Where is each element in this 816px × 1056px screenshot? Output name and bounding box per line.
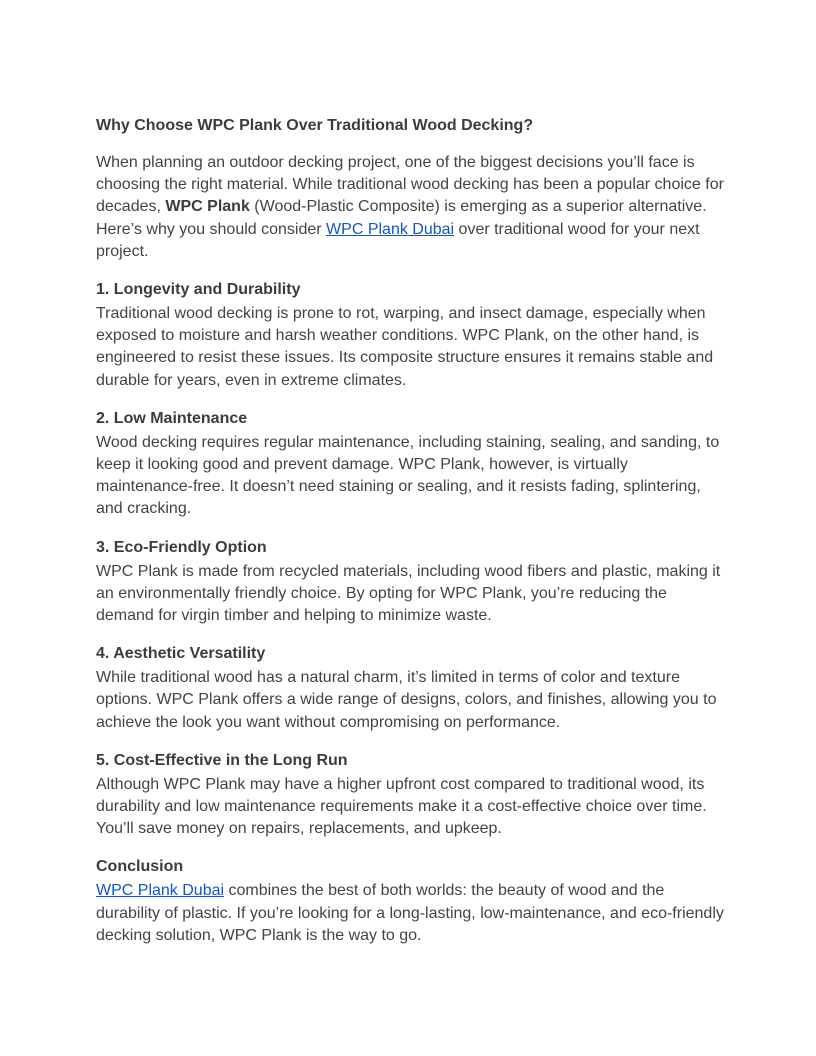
conclusion-text: combines the best of both worlds: the beauty of wood and the durability of plastic. If you’re looking for a long-lasting, low-maintenance, and eco-friendly decking solution, WPC Plank is the way to go.	[96, 882, 724, 944]
section-heading: 4. Aesthetic Versatility	[96, 645, 266, 663]
intro-text-1: When planning an outdoor decking project, one of the biggest decisions you’ll face is choosing the right material. While traditional wood decking has been a popular choice for decades,	[96, 154, 724, 216]
section-heading: 5. Cost-Effective in the Long Run	[96, 751, 348, 769]
section-body: Traditional wood decking is prone to rot, warping, and insect damage, especially when exposed to moisture and harsh weather conditions. WPC Plank, on the other hand, is engineered to resist these issues. Its composite structure ensures it remains stable and durable for years, even in extreme climates.	[96, 305, 714, 389]
wpc-plank-dubai-link[interactable]: WPC Plank Dubai	[96, 882, 225, 900]
section-body: Wood decking requires regular maintenance, including staining, sealing, and sanding, to keep it looking good and prevent damage. WPC Plank, however, is virtually maintenance-free. It doesn’t need staining or sealing, and it resists fading, splintering, and cracking.	[96, 433, 720, 518]
intro-paragraph	[96, 152, 724, 263]
section-longevity	[96, 279, 724, 392]
section-heading: 2. Low Maintenance	[96, 409, 248, 427]
intro-bold-term: WPC Plank	[165, 198, 250, 216]
section-body: While traditional wood has a natural charm, it’s limited in terms of color and texture options. WPC Plank offers a wide range of designs, colors, and finishes, allowing you to achieve the look you want without compromising on performance.	[96, 669, 717, 731]
section-body: WPC Plank is made from recycled materials, including wood fibers and plastic, making it an environmentally friendly choice. By opting for WPC Plank, you’re reducing the demand for virgin timber and helping to minimize waste.	[96, 562, 721, 625]
wpc-plank-dubai-link[interactable]: WPC Plank Dubai	[326, 220, 455, 238]
section-aesthetic	[96, 643, 724, 734]
section-body: Although WPC Plank may have a higher upfront cost compared to traditional wood, its durability and low maintenance requirements make it a cost-effective choice over time. You’ll save money on repairs, replacements, and upkeep.	[96, 775, 707, 838]
section-heading: 3. Eco-Friendly Option	[96, 538, 267, 556]
conclusion-body	[96, 880, 724, 947]
page-title: Why Choose WPC Plank Over Traditional Wood Decking?	[96, 117, 534, 134]
section-heading: 1. Longevity and Durability	[96, 281, 301, 299]
intro-text-2: (Wood-Plastic Composite) is emerging as a superior alternative. Here’s why you should consider	[96, 198, 707, 238]
section-eco-friendly	[96, 537, 724, 628]
intro-text-3: over traditional wood for your next project.	[96, 220, 700, 260]
section-conclusion	[96, 856, 724, 947]
document-page	[96, 114, 724, 963]
section-cost-effective	[96, 750, 724, 841]
conclusion-heading: Conclusion	[96, 858, 184, 876]
section-low-maintenance	[96, 408, 724, 521]
